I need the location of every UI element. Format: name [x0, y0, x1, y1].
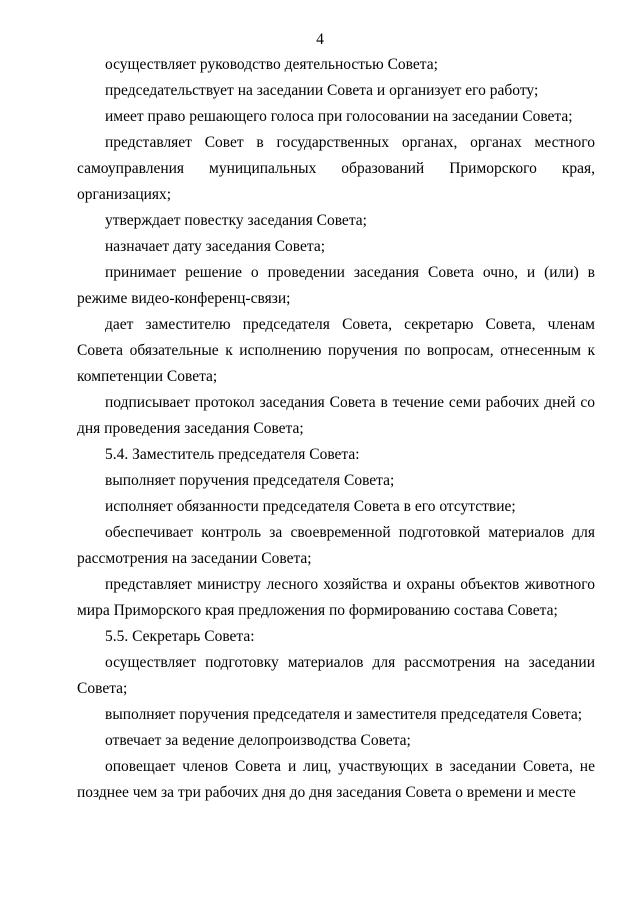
paragraph: имеет право решающего голоса при голосовании на заседании Совета; — [105, 108, 573, 125]
section-heading: 5.5. Секретарь Совета: — [105, 628, 255, 645]
paragraph: оповещает членов Совета и лиц, участвующих в заседании Совета, не позднее чем за три рабочих дня до дня заседания Совета о времени и месте — [77, 758, 595, 801]
paragraph: утверждает повестку заседания Совета; — [105, 212, 367, 229]
section-heading: 5.4. Заместитель председателя Совета: — [105, 446, 360, 463]
paragraph: представляет министру лесного хозяйства и охраны объектов животного мира Приморского края предложения по формированию состава Совета; — [77, 576, 595, 619]
paragraph: исполняет обязанности председателя Совета в его отсутствие; — [105, 498, 516, 515]
paragraph: отвечает за ведение делопроизводства Совета; — [105, 732, 411, 749]
paragraph: осуществляет подготовку материалов для рассмотрения на заседании Совета; — [77, 654, 595, 697]
paragraph: выполняет поручения председателя и заместителя председателя Совета; — [105, 706, 583, 723]
paragraph: представляет Совет в государственных органах, органах местного самоуправления муниципальных образований Приморского края, организациях; — [77, 134, 595, 203]
paragraph: обеспечивает контроль за своевременной подготовкой материалов для рассмотрения на заседании Совета; — [77, 524, 595, 567]
paragraph: председательствует на заседании Совета и организует его работу; — [105, 82, 539, 99]
page-number: 4 — [316, 31, 324, 48]
document-body — [77, 52, 595, 806]
paragraph: осуществляет руководство деятельностью Совета; — [105, 56, 438, 73]
paragraph: выполняет поручения председателя Совета; — [105, 472, 395, 489]
paragraph: подписывает протокол заседания Совета в течение семи рабочих дней со дня проведения заседания Совета; — [77, 394, 595, 437]
paragraph: дает заместителю председателя Совета, секретарю Совета, членам Совета обязательные к исполнению поручения по вопросам, отнесенным к компетенции Совета; — [77, 316, 595, 385]
paragraph: принимает решение о проведении заседания Совета очно, и (или) в режиме видео-конференц-связи; — [77, 264, 595, 307]
paragraph: назначает дату заседания Совета; — [105, 238, 326, 255]
